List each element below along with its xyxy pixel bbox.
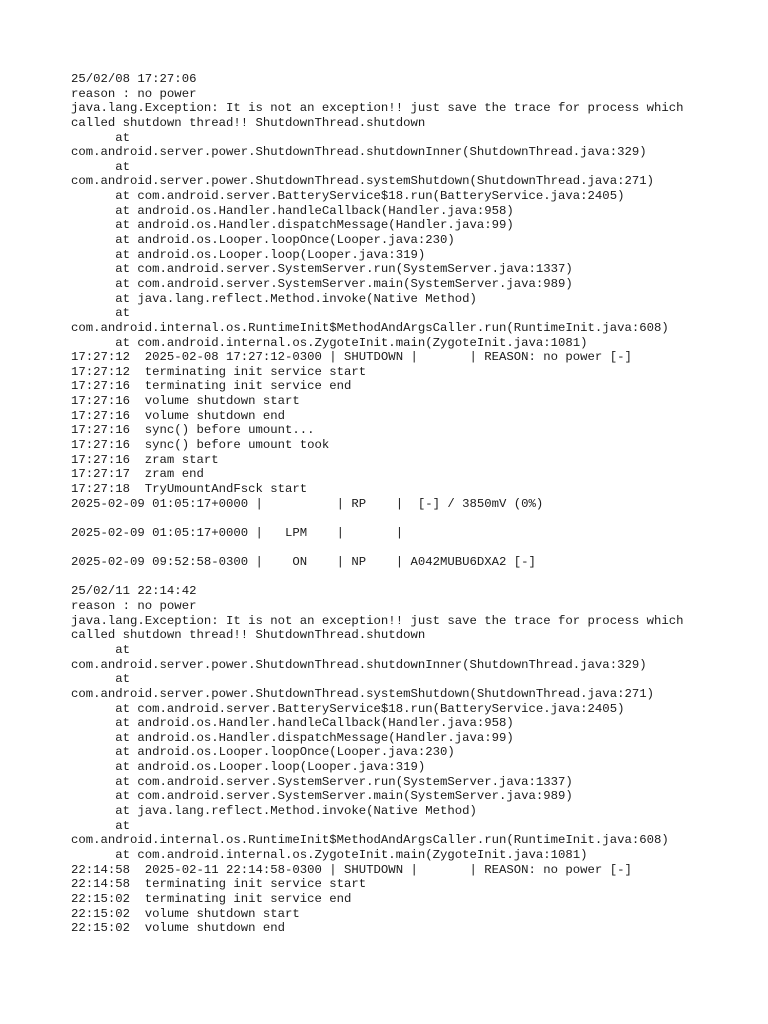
- log-line: [71, 511, 768, 526]
- log-line: 17:27:16 terminating init service end: [71, 379, 352, 394]
- log-line: at com.android.internal.os.ZygoteInit.main(ZygoteInit.java:1081): [71, 335, 588, 350]
- log-line: 22:15:02 terminating init service end: [71, 891, 352, 906]
- log-line: at android.os.Handler.dispatchMessage(Handler.java:99): [71, 730, 514, 745]
- log-line: 17:27:18 TryUmountAndFsck start: [71, 481, 308, 496]
- log-line: com.android.internal.os.RuntimeInit$MethodAndArgsCaller.run(RuntimeInit.java:608): [71, 833, 669, 848]
- log-line: at com.android.server.BatteryService$18.run(BatteryService.java:2405): [71, 189, 625, 204]
- log-line: at android.os.Looper.loop(Looper.java:319): [71, 247, 426, 262]
- log-document: [71, 72, 768, 936]
- log-line: com.android.internal.os.RuntimeInit$MethodAndArgsCaller.run(RuntimeInit.java:608): [71, 320, 669, 335]
- log-line: called shutdown thread!! ShutdownThread.shutdown: [71, 115, 426, 130]
- log-line: 22:14:58 2025-02-11 22:14:58-0300 | SHUTDOWN | | REASON: no power [-]: [71, 862, 632, 877]
- log-line: at com.android.server.SystemServer.main(SystemServer.java:989): [71, 789, 573, 804]
- log-line: 17:27:17 zram end: [71, 467, 204, 482]
- log-line: at com.android.server.BatteryService$18.run(BatteryService.java:2405): [71, 701, 625, 716]
- log-line: at com.android.internal.os.ZygoteInit.main(ZygoteInit.java:1081): [71, 847, 588, 862]
- log-line: at android.os.Looper.loopOnce(Looper.java:230): [71, 745, 455, 760]
- log-line: 2025-02-09 09:52:58-0300 | ON | NP | A042MUBU6DXA2 [-]: [71, 555, 536, 570]
- log-line: com.android.server.power.ShutdownThread.systemShutdown(ShutdownThread.java:271): [71, 174, 654, 189]
- log-line: at android.os.Looper.loop(Looper.java:319): [71, 760, 426, 775]
- log-line: 17:27:16 sync() before umount took: [71, 438, 330, 453]
- log-line: at: [71, 818, 131, 833]
- log-line: at com.android.server.SystemServer.run(SystemServer.java:1337): [71, 262, 573, 277]
- log-line: at java.lang.reflect.Method.invoke(Native Method): [71, 804, 477, 819]
- log-line: com.android.server.power.ShutdownThread.shutdownInner(ShutdownThread.java:329): [71, 145, 647, 160]
- log-line: java.lang.Exception: It is not an exception!! just save the trace for process which: [71, 101, 684, 116]
- log-line: 25/02/11 22:14:42: [71, 584, 197, 599]
- log-line: [71, 570, 768, 585]
- log-line: at java.lang.reflect.Method.invoke(Native Method): [71, 291, 477, 306]
- log-line: 22:15:02 volume shutdown start: [71, 906, 300, 921]
- log-line: at: [71, 159, 131, 174]
- log-line: reason : no power: [71, 86, 197, 101]
- log-line: com.android.server.power.ShutdownThread.systemShutdown(ShutdownThread.java:271): [71, 686, 654, 701]
- log-line: 17:27:16 volume shutdown end: [71, 408, 286, 423]
- log-line: reason : no power: [71, 599, 197, 614]
- log-line: at android.os.Handler.dispatchMessage(Handler.java:99): [71, 218, 514, 233]
- log-line: [71, 541, 768, 556]
- log-line: 2025-02-09 01:05:17+0000 | LPM | |: [71, 525, 404, 540]
- log-line: at: [71, 130, 131, 145]
- log-line: 17:27:16 volume shutdown start: [71, 394, 300, 409]
- log-line: at android.os.Handler.handleCallback(Handler.java:958): [71, 203, 514, 218]
- log-line: called shutdown thread!! ShutdownThread.shutdown: [71, 628, 426, 643]
- log-line: 17:27:12 terminating init service start: [71, 364, 367, 379]
- log-line: at: [71, 672, 131, 687]
- log-line: 17:27:16 sync() before umount...: [71, 423, 315, 438]
- log-line: at android.os.Handler.handleCallback(Handler.java:958): [71, 716, 514, 731]
- log-line: at com.android.server.SystemServer.run(SystemServer.java:1337): [71, 774, 573, 789]
- log-line: 17:27:12 2025-02-08 17:27:12-0300 | SHUTDOWN | | REASON: no power [-]: [71, 350, 632, 365]
- log-line: at: [71, 306, 131, 321]
- log-line: 2025-02-09 01:05:17+0000 | | RP | [-] / 3850mV (0%): [71, 496, 544, 511]
- log-line: at android.os.Looper.loopOnce(Looper.java:230): [71, 233, 455, 248]
- log-line: java.lang.Exception: It is not an exception!! just save the trace for process which: [71, 613, 684, 628]
- log-line: 22:14:58 terminating init service start: [71, 877, 367, 892]
- log-line: 25/02/08 17:27:06: [71, 72, 197, 86]
- log-line: 17:27:16 zram start: [71, 452, 219, 467]
- log-line: com.android.server.power.ShutdownThread.shutdownInner(ShutdownThread.java:329): [71, 657, 647, 672]
- log-line: at com.android.server.SystemServer.main(SystemServer.java:989): [71, 276, 573, 291]
- log-line: at: [71, 642, 131, 657]
- log-line: 22:15:02 volume shutdown end: [71, 921, 286, 936]
